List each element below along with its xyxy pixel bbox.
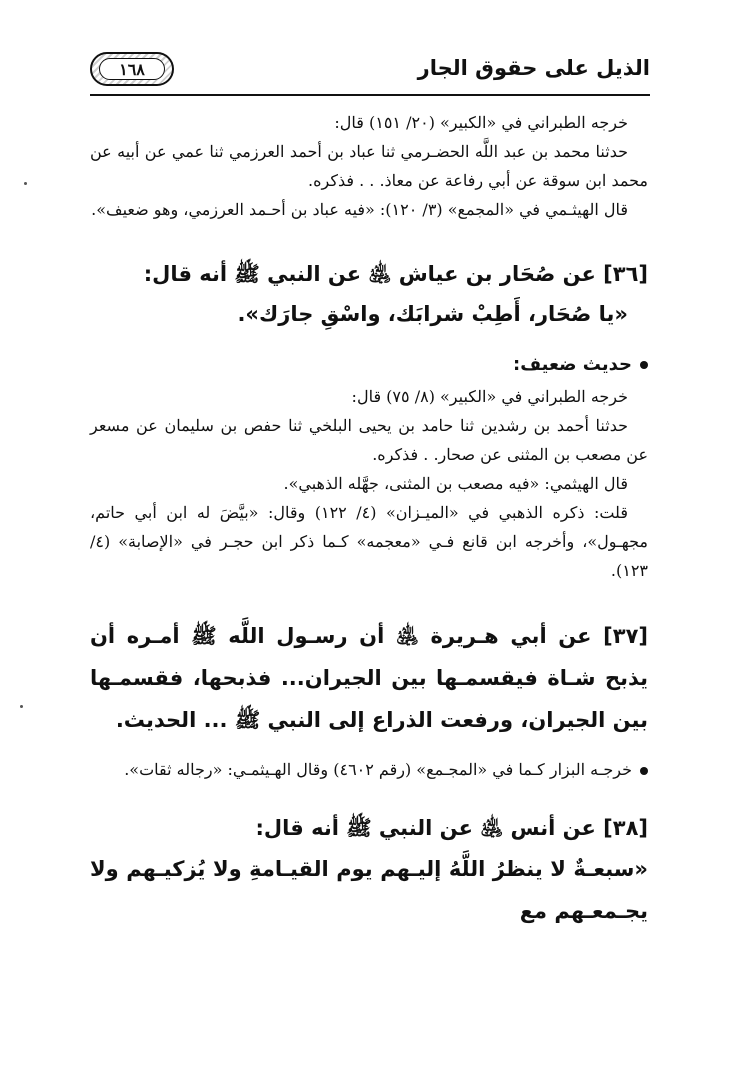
isnad-paragraph: حدثنا محمد بن عبد اللَّه الحضـرمي ثنا عباد بن أحمد العرزمي ثنا عمي عن أبيه عن محمد ابن سوقة عن أبي رفاعة عن معاذ. . . فذكره.: [90, 142, 648, 190]
scan-speck: [24, 182, 27, 185]
header-divider: [90, 94, 650, 96]
hadith-37-takhrij: [90, 755, 648, 784]
grade-label: حديث ضعيف:: [513, 354, 632, 375]
bullet-icon: [640, 767, 648, 775]
page-number: ١٦٨: [99, 58, 165, 80]
page-header: [90, 44, 650, 94]
page-number-badge: [90, 52, 174, 86]
running-title: الذيل على حقوق الجار: [417, 56, 650, 80]
isnad-paragraph: حدثنا أحمد بن رشدين ثنا حامد بن يحيى البلخي ثنا حفص بن سليمان عن مسعر عن مصعب بن المثنى عن صحار. . فذكره.: [90, 416, 648, 464]
hadith-36-grade: [90, 348, 648, 382]
author-note: قلت: ذكره الذهبي في «الميـزان» (٤/ ١٢٢) وقال: «بيَّضَ له ابن أبي حاتم، مجهـول»، وأخرجه ابن قانع فـي «معجمه» كـما ذكر ابن حجـر في «الإصابة» (٤/ ١٢٣).: [90, 503, 648, 580]
hadith-38-heading: [٣٨] عن أنس ﵁ عن النبي ﷺ أنه قال:: [255, 816, 648, 840]
hadith-37-text: [٣٧] عن أبي هـريرة ﵁ أن رسـول اللَّه ﷺ أمـره أن يذبح شـاة فيقسمـها بين الجيران... فذبحها، فقسمـها بين الجيران، ورفعت الذراع إلى النبي ﷺ ... الحديث.: [90, 624, 648, 732]
takhrij-line: خرجه الطبراني في «الكبير» (٢٠/ ١٥١) قال:: [334, 113, 628, 132]
hadith-38-text: «سبعـةٌ لا ينظرُ اللَّهُ إليـهم يوم القيـامةِ ولا يُزكيـهم ولا يجـمعـهم مع: [90, 857, 648, 923]
bullet-icon: [640, 361, 648, 369]
page-body: [90, 108, 648, 932]
hadith-36-heading: [٣٦] عن صُحَار بن عياش ﵁ عن النبي ﷺ أنه قال:: [143, 262, 648, 286]
haythami-note: قال الهيثمي: «فيه مصعب بن المثنى، جهَّله الذهبي».: [283, 474, 628, 493]
hadith-36-text: «يا صُحَار، أَطِبْ شرابَك، واسْقِ جارَك».: [237, 302, 628, 326]
scan-speck: [20, 705, 23, 708]
takhrij-text: خرجـه البزار كـما في «المجـمع» (رقم ٤٦٠٢) وقال الهـيثمـي: «رجاله ثقات».: [124, 760, 632, 779]
haythami-note: قال الهيثـمي في «المجمع» (٣/ ١٢٠): «فيه عباد بن أحـمد العرزمي، وهو ضعيف».: [91, 200, 628, 219]
takhrij-line: خرجه الطبراني في «الكبير» (٨/ ٧٥) قال:: [351, 387, 628, 406]
